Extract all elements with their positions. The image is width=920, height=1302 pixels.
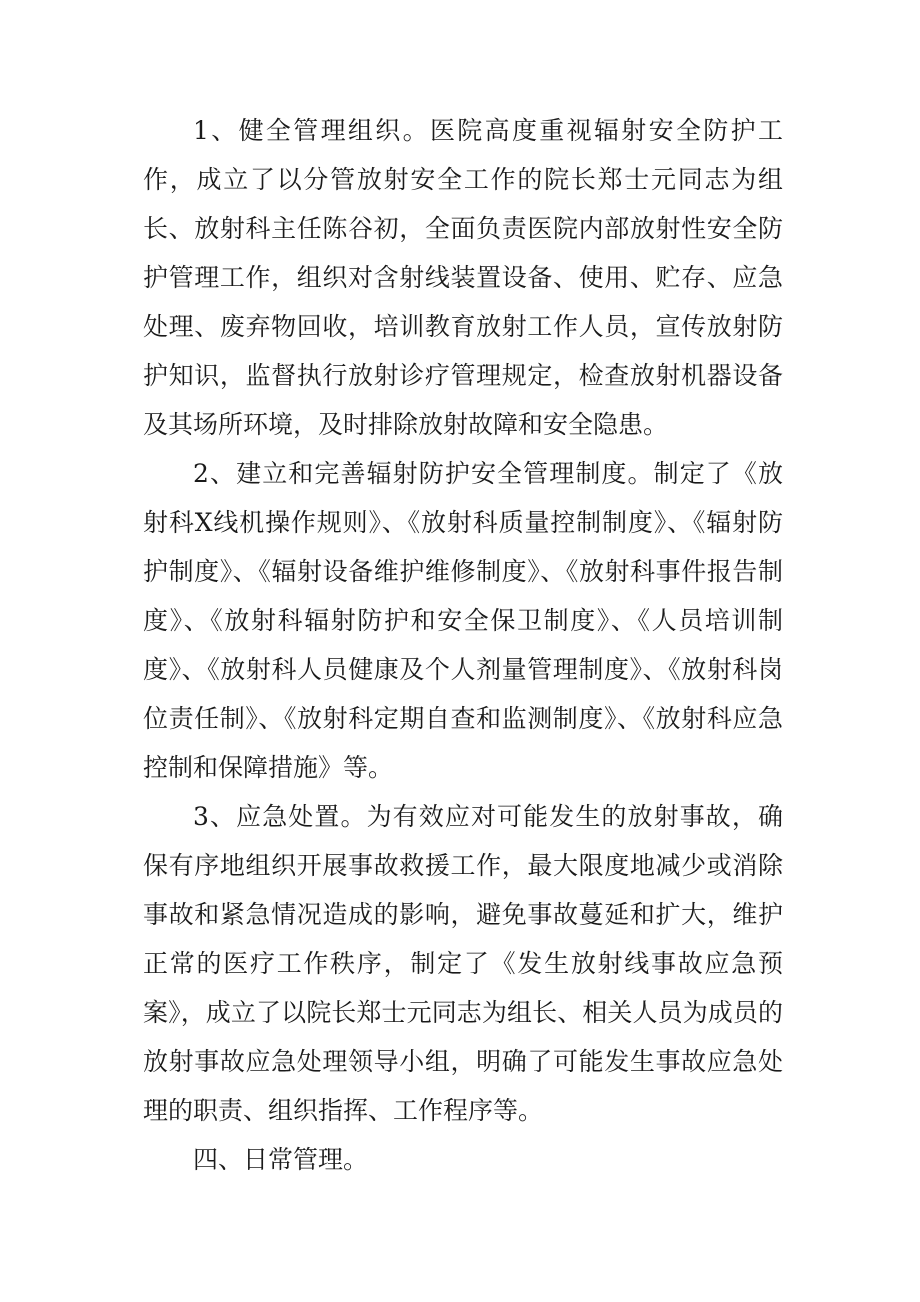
paragraph-emergency: 3、应急处置。为有效应对可能发生的放射事故，确保有序地组织开展事故救援工作，最大限度地减少或消除事故和紧急情况造成的影响，避免事故蔓延和扩大，维护正常的医疗工作秩序，制定了《发生放射线事故应急预案》，成立了以院长郑士元同志为组长、相关人员为成员的放射事故应急处理领导小组，明确了可能发生事故应急处理的职责、组织指挥、工作程序等。 [143, 802, 783, 1125]
paragraph-regulations: 2、建立和完善辐射防护安全管理制度。制定了《放射科X线机操作规则》、《放射科质量控制制度》、《辐射防护制度》、《辐射设备维护维修制度》、《放射科事件报告制度》、《放射科辐射防护和安全保卫制度》、《人员培训制度》、《放射科人员健康及个人剂量管理制度》、《放射科岗位责任制》、《放射科定期自查和监测制度》、《放射科应急控制和保障措施》等。 [143, 459, 783, 782]
section-heading-daily-management: 四、日常管理。 [193, 1145, 369, 1174]
document-body [143, 106, 783, 1184]
paragraph-organization: 1、健全管理组织。医院高度重视辐射安全防护工作，成立了以分管放射安全工作的院长郑士元同志为组长、放射科主任陈谷初，全面负责医院内部放射性安全防护管理工作，组织对含射线装置设备、使用、贮存、应急处理、废弃物回收，培训教育放射工作人员，宣传放射防护知识，监督执行放射诊疗管理规定，检查放射机器设备及其场所环境，及时排除放射故障和安全隐患。 [143, 116, 783, 439]
